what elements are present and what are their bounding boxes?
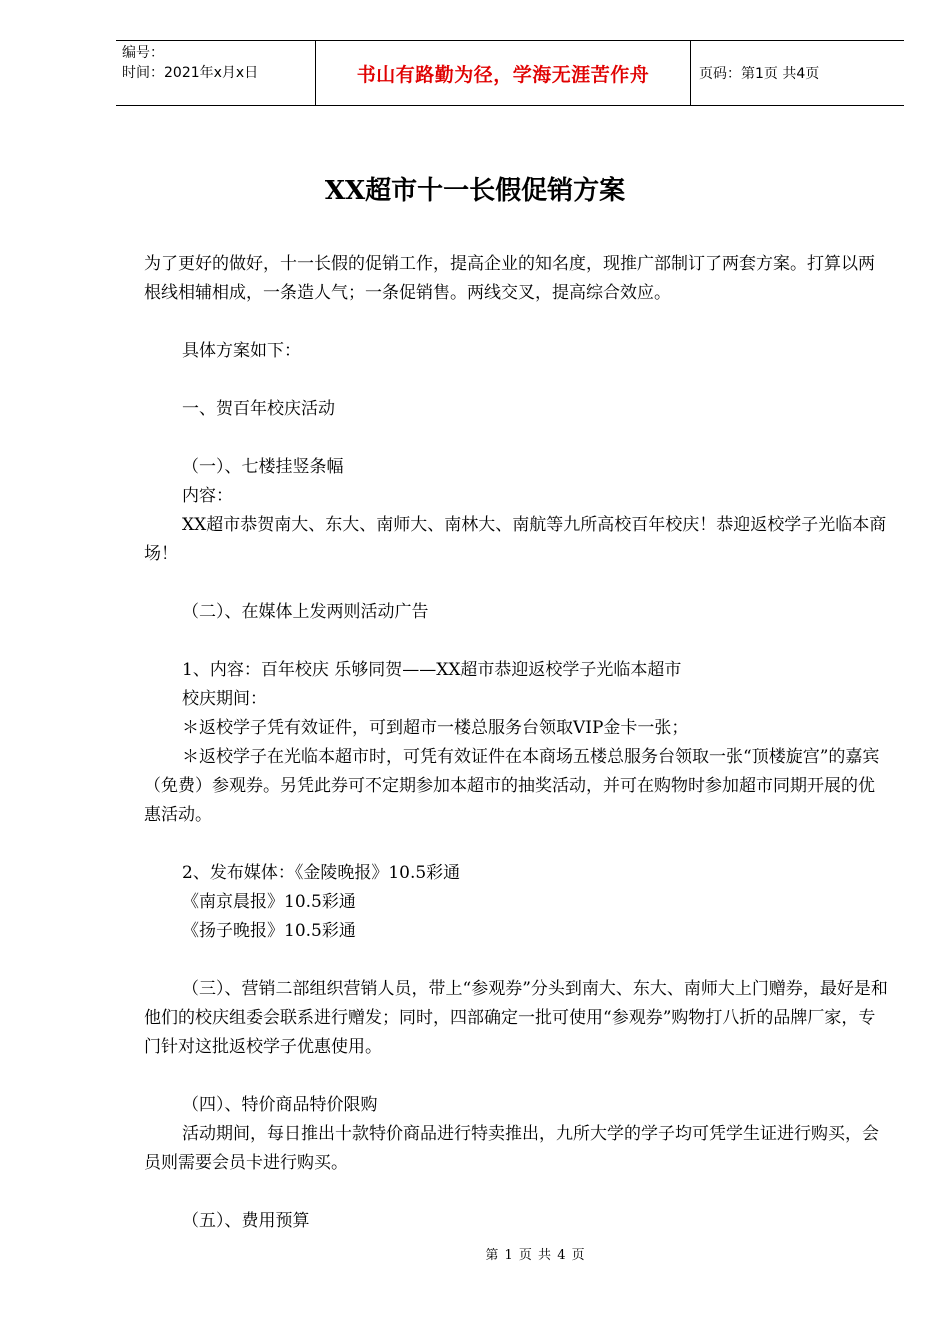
subsection-heading: （二）、在媒体上发两则活动广告 (182, 602, 429, 622)
list-item: ＊返校学子凭有效证件，可到超市一楼总服务台领取VIP金卡一张； (182, 718, 689, 738)
paragraph-plan-intro: 具体方案如下： (182, 341, 301, 361)
subsection-heading: （五）、费用预算 (182, 1211, 310, 1231)
header-page-info: 页码：第1页 共4页 (699, 66, 820, 82)
subsection-heading: （一）、七楼挂竖条幅 (182, 457, 344, 477)
list-item: ＊返校学子在光临本超市时，可凭有效证件在本商场五楼总服务台领取一张“顶楼旋宫”的嘉宾（免费）参观券。另凭此券可不定期参加本超市的抽奖活动，并可在购物时参加超市同期开展的优惠活动。 (144, 747, 880, 825)
header-number: 编号： (122, 45, 164, 61)
section-heading: 一、贺百年校庆活动 (182, 399, 335, 419)
page-footer: 第 1 页 共 4 页 (485, 1248, 585, 1263)
header-motto: 书山有路勤为径，学海无涯苦作舟 (316, 41, 691, 105)
paragraph: 1、内容：百年校庆 乐够同贺——XX超市恭迎返校学子光临本超市 (182, 660, 682, 680)
paragraph-intro: 为了更好的做好，十一长假的促销工作，提高企业的知名度，现推广部制订了两套方案。打算以两根线相辅相成，一条造人气；一条促销售。两线交叉，提高综合效应。 (144, 254, 875, 303)
paragraph: 2、发布媒体：《金陵晚报》10.5彩通 (182, 863, 461, 883)
paragraph: 《扬子晚报》10.5彩通 (182, 921, 356, 941)
paragraph: 《南京晨报》10.5彩通 (182, 892, 356, 912)
paragraph: 活动期间，每日推出十款特价商品进行特卖推出，九所大学的学子均可凭学生证进行购买，会员则需要会员卡进行购买。 (144, 1124, 879, 1173)
header-time: 时间：2021年x月x日 (122, 65, 259, 81)
document-title: XX超市十一长假促销方案 (324, 176, 626, 206)
header-meta (116, 41, 316, 105)
page-header (116, 40, 904, 106)
subsection-heading: （三）、营销二部组织营销人员，带上“参观券”分头到南大、东大、南师大上门赠券，最好是和他们的校庆组委会联系进行赠发；同时，四部确定一批可使用“参观券”购物打八折的品牌厂家，专门针对这批返校学子优惠使用。 (144, 979, 888, 1057)
paragraph: XX超市恭贺南大、东大、南师大、南林大、南航等九所高校百年校庆！恭迎返校学子光临本商场！ (144, 515, 887, 564)
paragraph: 校庆期间： (182, 689, 267, 709)
paragraph: 内容： (182, 486, 233, 506)
subsection-heading: （四）、特价商品特价限购 (182, 1095, 378, 1115)
document-body (144, 250, 890, 1236)
